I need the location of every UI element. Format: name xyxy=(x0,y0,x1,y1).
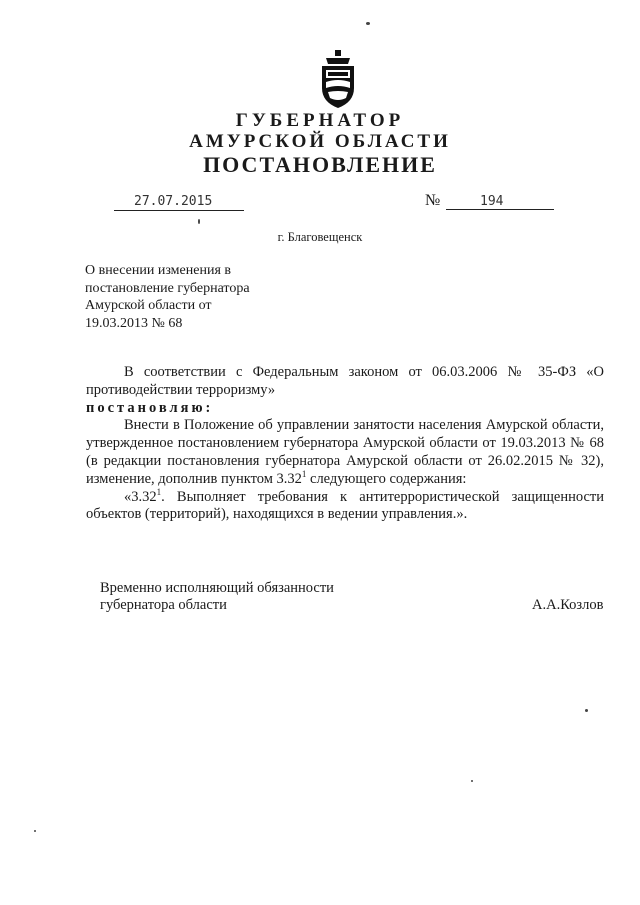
document-date: 27.07.2015 xyxy=(134,194,213,209)
subject-line: О внесении изменения в xyxy=(85,263,231,278)
subject-line: постановление губернатора xyxy=(85,280,250,296)
signatory-title xyxy=(100,580,334,614)
header-region: АМУРСКОЙ ОБЛАСТИ xyxy=(189,131,451,152)
document-number: 194 xyxy=(480,194,504,209)
superscript: 1 xyxy=(156,486,162,497)
scan-speck xyxy=(585,709,588,712)
subject-line: 19.03.2013 № 68 xyxy=(85,315,183,331)
superscript: 1 xyxy=(301,468,307,479)
scan-speck xyxy=(34,830,36,832)
paragraph-text: «3.32 xyxy=(124,488,157,505)
city-label: г. Благовещенск xyxy=(277,230,363,244)
document-type-title: ПОСТАНОВЛЕНИЕ xyxy=(203,152,437,177)
subject-line: Амурской области от xyxy=(85,298,212,313)
signatory-title-line: Временно исполняющий обязанности xyxy=(100,580,334,596)
signatory-title-line: губернатора области xyxy=(100,597,227,613)
operative-paragraph xyxy=(86,417,604,488)
scan-speck xyxy=(471,780,473,782)
header-governor: ГУБЕРНАТОР xyxy=(235,110,405,131)
scan-speck xyxy=(198,219,200,224)
date-underline xyxy=(114,210,244,211)
document-subject xyxy=(85,262,315,332)
paragraph-text: следующего содержания: xyxy=(306,470,467,487)
paragraph-text: . Выполняет требования к антитеррористической защищенности объектов (территорий), находящихся в ведении управления.». xyxy=(86,488,604,523)
paragraph-text: Внести в Положение об управлении занятости населения Амурской области, утвержденное постановлением губернатора Амурской области от 19.03.2013 № 68 (в редакции постановления губернатора Амурской области от 26.02.2015 № 32), изменение, дополнив пунктом 3.32 xyxy=(86,417,604,487)
scan-speck xyxy=(366,22,370,25)
number-underline xyxy=(446,209,554,210)
coat-of-arms-emblem xyxy=(318,48,358,110)
preamble-paragraph: В соответствии с Федеральным законом от 06.03.2006 № 35-ФЗ «О противодействии терроризму» xyxy=(86,364,604,398)
document-body xyxy=(86,364,604,524)
amendment-paragraph xyxy=(86,486,604,525)
number-label: № xyxy=(425,192,441,209)
decree-word: постановляю: xyxy=(86,399,214,416)
signatory-name: А.А.Козлов xyxy=(532,597,604,613)
